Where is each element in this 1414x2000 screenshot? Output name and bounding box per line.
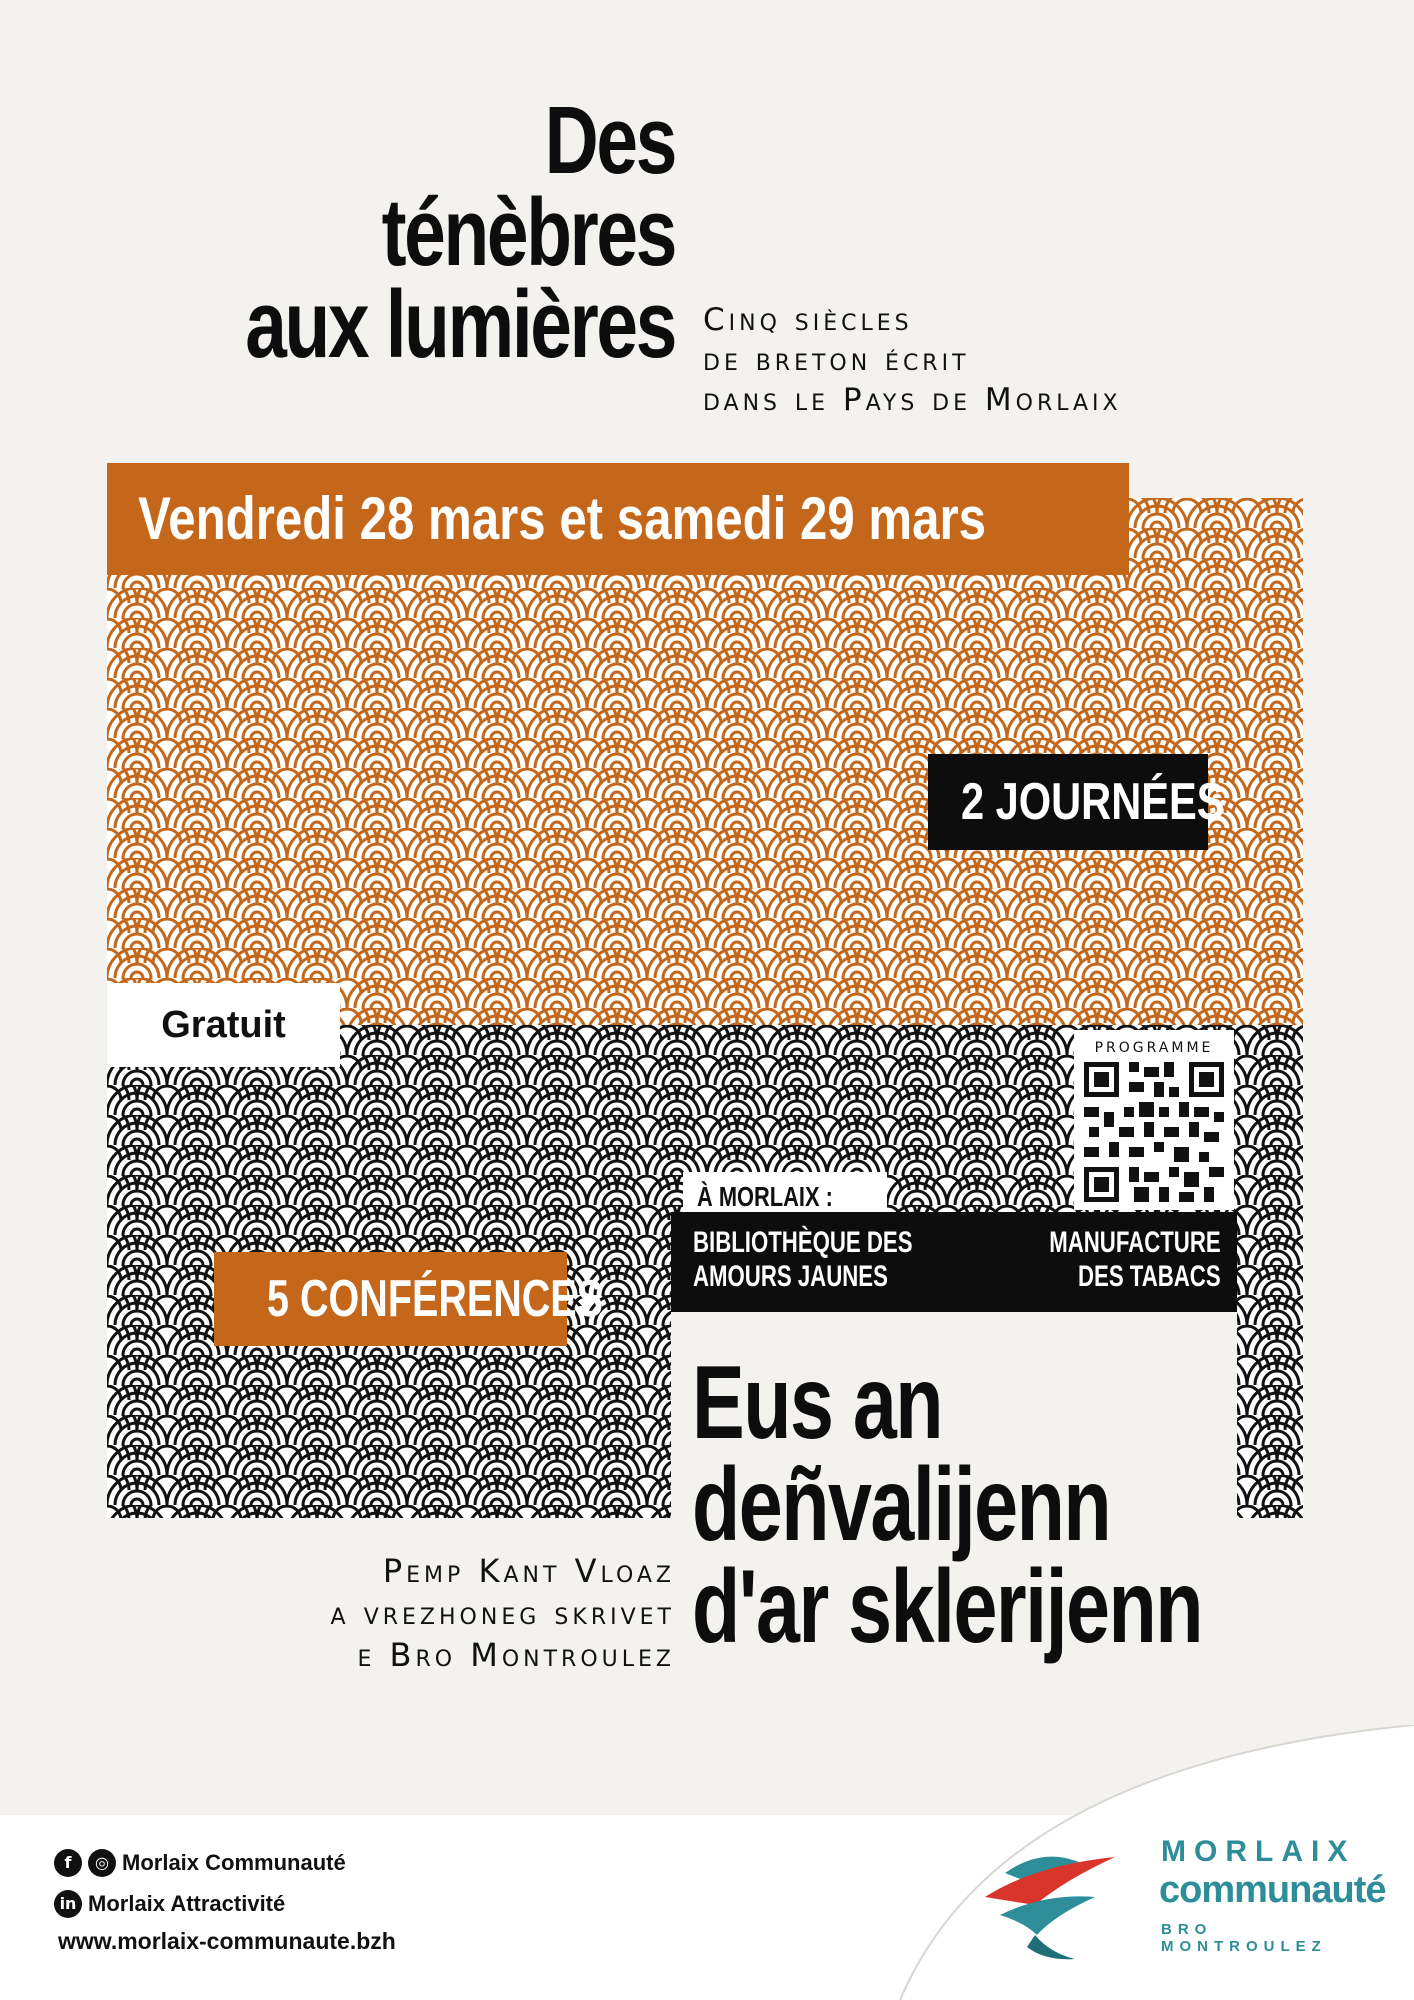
title-br-line2: deñvalijenn <box>692 1447 1111 1563</box>
venue-library-line1: BIBLIOTHÈQUE DES <box>693 1226 913 1259</box>
social-row-communaute[interactable] <box>54 1848 346 1878</box>
venue-manufacture-line1: MANUFACTURE <box>1049 1226 1221 1259</box>
venue-manufacture-line2: DES TABACS <box>1078 1260 1221 1293</box>
subtitle-breton <box>90 1550 675 1676</box>
title-br-line1: Eus an <box>692 1345 943 1461</box>
subtitle-french <box>703 300 1122 420</box>
linkedin-icon[interactable]: in <box>54 1890 82 1918</box>
date-banner-text: Vendredi 28 mars et samedi 29 mars <box>138 485 986 552</box>
days-badge-text: 2 JOURNÉES <box>960 773 1225 831</box>
title-fr-line3: aux lumières <box>245 271 676 378</box>
venue-manufacture <box>1050 1226 1221 1294</box>
venue-bar <box>671 1212 1237 1312</box>
venue-library-line2: AMOURS JAUNES <box>693 1260 888 1293</box>
logo-morlaix: MORLAIX <box>1161 1835 1356 1868</box>
logo-bro-montroulez: BRO MONTROULEZ <box>1161 1921 1327 1955</box>
date-banner <box>107 463 1129 575</box>
bird-logo-icon <box>975 1835 1155 1965</box>
title-french <box>227 87 676 378</box>
subtitle-br-line2: a vrezhoneg skrivet <box>330 1594 675 1632</box>
free-badge: Gratuit <box>107 983 340 1067</box>
subtitle-fr-line3: dans le Pays de Morlaix <box>703 382 1122 418</box>
conferences-badge <box>214 1252 604 1346</box>
subtitle-fr-line1: Cinq siècles <box>703 302 913 338</box>
qr-code-block[interactable] <box>1074 1030 1234 1210</box>
instagram-icon[interactable]: ◎ <box>88 1849 116 1877</box>
title-br-line3: d'ar sklerijenn <box>692 1549 1202 1665</box>
subtitle-fr-line2: de breton écrit <box>703 342 970 378</box>
social-attractivite-label[interactable]: Morlaix Attractivité <box>88 1891 286 1916</box>
conferences-badge-text: 5 CONFÉRENCES <box>267 1270 604 1328</box>
title-breton <box>692 1345 1202 1665</box>
qr-code-icon <box>1084 1062 1224 1202</box>
qr-label: PROGRAMME <box>1094 1040 1214 1056</box>
website-link[interactable]: www.morlaix-communaute.bzh <box>58 1928 396 1954</box>
social-row-attractivite[interactable] <box>54 1889 285 1919</box>
title-fr-line1: Des <box>544 87 675 194</box>
social-communaute-label[interactable]: Morlaix Communauté <box>122 1850 346 1875</box>
logo-communaute: communauté <box>1159 1869 1386 1911</box>
title-fr-line2: ténèbres <box>381 179 675 286</box>
subtitle-br-line1: Pemp Kant Vloaz <box>382 1552 675 1590</box>
venue-city-text: À MORLAIX : <box>697 1181 833 1212</box>
subtitle-br-line3: e Bro Montroulez <box>357 1636 675 1674</box>
days-badge <box>928 754 1225 850</box>
venue-library <box>693 1226 913 1294</box>
facebook-icon[interactable]: f <box>54 1849 82 1877</box>
morlaix-communaute-logo <box>975 1825 1386 1975</box>
